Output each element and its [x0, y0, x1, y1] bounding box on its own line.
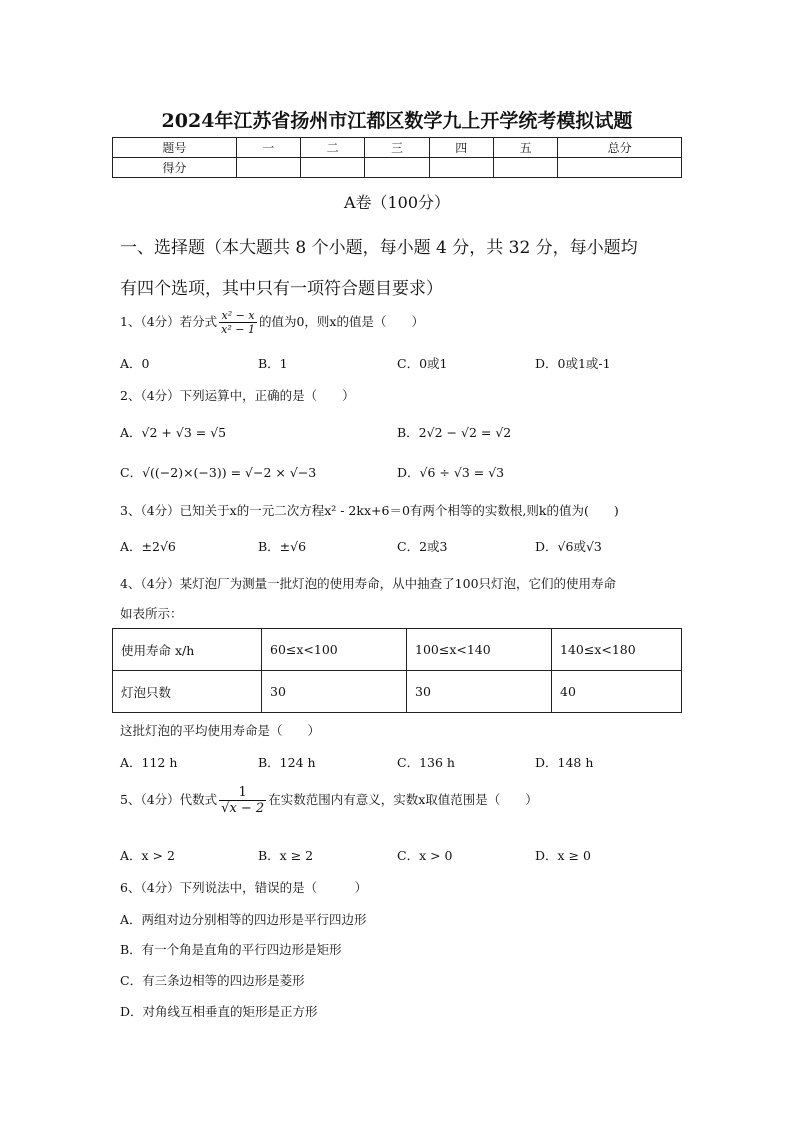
part1-heading-line2: 有四个选项，其中只有一项符合题目要求）	[120, 279, 443, 299]
q5-frac-num: 1	[219, 786, 266, 801]
q6-option-d[interactable]: D．对角线互相垂直的矩形是正方形	[120, 1004, 318, 1019]
lifespan-table	[112, 628, 682, 713]
q3-option-a[interactable]: A．±2√6	[120, 539, 176, 554]
score-input-cell[interactable]	[429, 158, 493, 178]
q5-fraction	[219, 786, 266, 815]
part1-heading-line1: 一、选择题（本大题共 8 个小题，每小题 4 分，共 32 分，每小题均	[120, 238, 638, 258]
score-header-cell: 总分	[558, 138, 682, 158]
q1-suffix: 的值为0，则x的值是（ ）	[258, 314, 424, 329]
score-header-cell: 三	[365, 138, 429, 158]
q3-option-c[interactable]: C．2或3	[397, 539, 448, 554]
q6-option-c[interactable]: C．有三条边相等的四边形是菱形	[120, 973, 305, 988]
exam-title: 2024年江苏省扬州市江都区数学九上开学统考模拟试题	[161, 110, 633, 132]
score-input-cell[interactable]	[558, 158, 682, 178]
q2-option-c[interactable]: C．√((−2)×(−3)) = √−2 × √−3	[120, 465, 317, 480]
bulb-count-cell: 30	[407, 671, 552, 713]
question-4-stem-line1: 4、（4分）某灯泡厂为测量一批灯泡的使用寿命，从中抽查了100只灯泡，它们的使用寿命	[120, 576, 617, 591]
q1-frac-num: x² − x	[219, 310, 257, 323]
q1-option-c[interactable]: C．0或1	[397, 356, 448, 371]
q5-option-c[interactable]: C．x > 0	[397, 848, 453, 863]
q1-option-a[interactable]: A．0	[120, 356, 150, 371]
q2-option-a[interactable]: A．√2 + √3 = √5	[120, 425, 227, 440]
q1-fraction	[219, 310, 257, 335]
q4-option-a[interactable]: A．112 h	[120, 755, 178, 770]
q1-prefix: 1、（4分）若分式	[120, 314, 218, 329]
score-table-header-row	[113, 138, 682, 158]
bulb-count-cell: 30	[262, 671, 407, 713]
q5-option-a[interactable]: A．x > 2	[120, 848, 175, 863]
question-5-stem	[120, 786, 538, 815]
q1-option-b[interactable]: B．1	[258, 356, 288, 371]
score-input-cell[interactable]	[236, 158, 300, 178]
score-header-cell: 一	[236, 138, 300, 158]
score-header-cell: 四	[429, 138, 493, 158]
question-6-stem: 6、（4分）下列说法中，错误的是（ ）	[120, 880, 368, 895]
q3-option-d[interactable]: D．√6或√3	[535, 539, 602, 554]
score-input-cell[interactable]	[493, 158, 557, 178]
lifespan-cell: 使用寿命 x/h	[113, 629, 262, 671]
q5-frac-den: √x − 2	[221, 801, 265, 816]
score-row-label: 得分	[113, 158, 237, 178]
score-table-score-row	[113, 158, 682, 178]
bulb-count-row	[113, 671, 682, 713]
q6-option-a[interactable]: A．两组对边分别相等的四边形是平行四边形	[120, 912, 367, 927]
lifespan-cell: 100≤x<140	[407, 629, 552, 671]
question-2-stem: 2、（4分）下列运算中，正确的是（ ）	[120, 388, 355, 403]
q5-suffix: 在实数范围内有意义，实数x取值范围是（ ）	[268, 792, 538, 807]
score-input-cell[interactable]	[300, 158, 364, 178]
score-header-cell: 二	[300, 138, 364, 158]
q6-option-b[interactable]: B．有一个角是直角的平行四边形是矩形	[120, 942, 342, 957]
q4-option-c[interactable]: C．136 h	[397, 755, 455, 770]
question-4-question: 这批灯泡的平均使用寿命是（ ）	[120, 723, 321, 738]
q4-option-b[interactable]: B．124 h	[258, 755, 316, 770]
q5-option-d[interactable]: D．x ≥ 0	[535, 848, 591, 863]
lifespan-cell: 60≤x<100	[262, 629, 407, 671]
bulb-count-cell: 灯泡只数	[113, 671, 262, 713]
q1-frac-den: x² − 1	[221, 323, 255, 336]
lifespan-row	[113, 629, 682, 671]
question-3-stem: 3、（4分）已知关于x的一元二次方程x² - 2kx+6＝0有两个相等的实数根,则k的值为( )	[120, 503, 619, 518]
q4-option-d[interactable]: D．148 h	[535, 755, 594, 770]
q2-option-d[interactable]: D．√6 ÷ √3 = √3	[397, 465, 505, 480]
section-a-title: A卷（100分）	[343, 193, 451, 212]
score-header-cell: 五	[493, 138, 557, 158]
score-input-cell[interactable]	[365, 158, 429, 178]
score-header-cell: 题号	[113, 138, 237, 158]
q5-prefix: 5、（4分）代数式	[120, 792, 218, 807]
question-4-stem-line2: 如表所示：	[120, 606, 183, 621]
lifespan-cell: 140≤x<180	[552, 629, 682, 671]
bulb-count-cell: 40	[552, 671, 682, 713]
q2-option-b[interactable]: B．2√2 − √2 = √2	[397, 425, 512, 440]
q3-option-b[interactable]: B．±√6	[258, 539, 307, 554]
q1-option-d[interactable]: D．0或1或-1	[535, 356, 611, 371]
question-1-stem	[120, 310, 424, 335]
score-table	[112, 137, 682, 178]
q5-option-b[interactable]: B．x ≥ 2	[258, 848, 314, 863]
